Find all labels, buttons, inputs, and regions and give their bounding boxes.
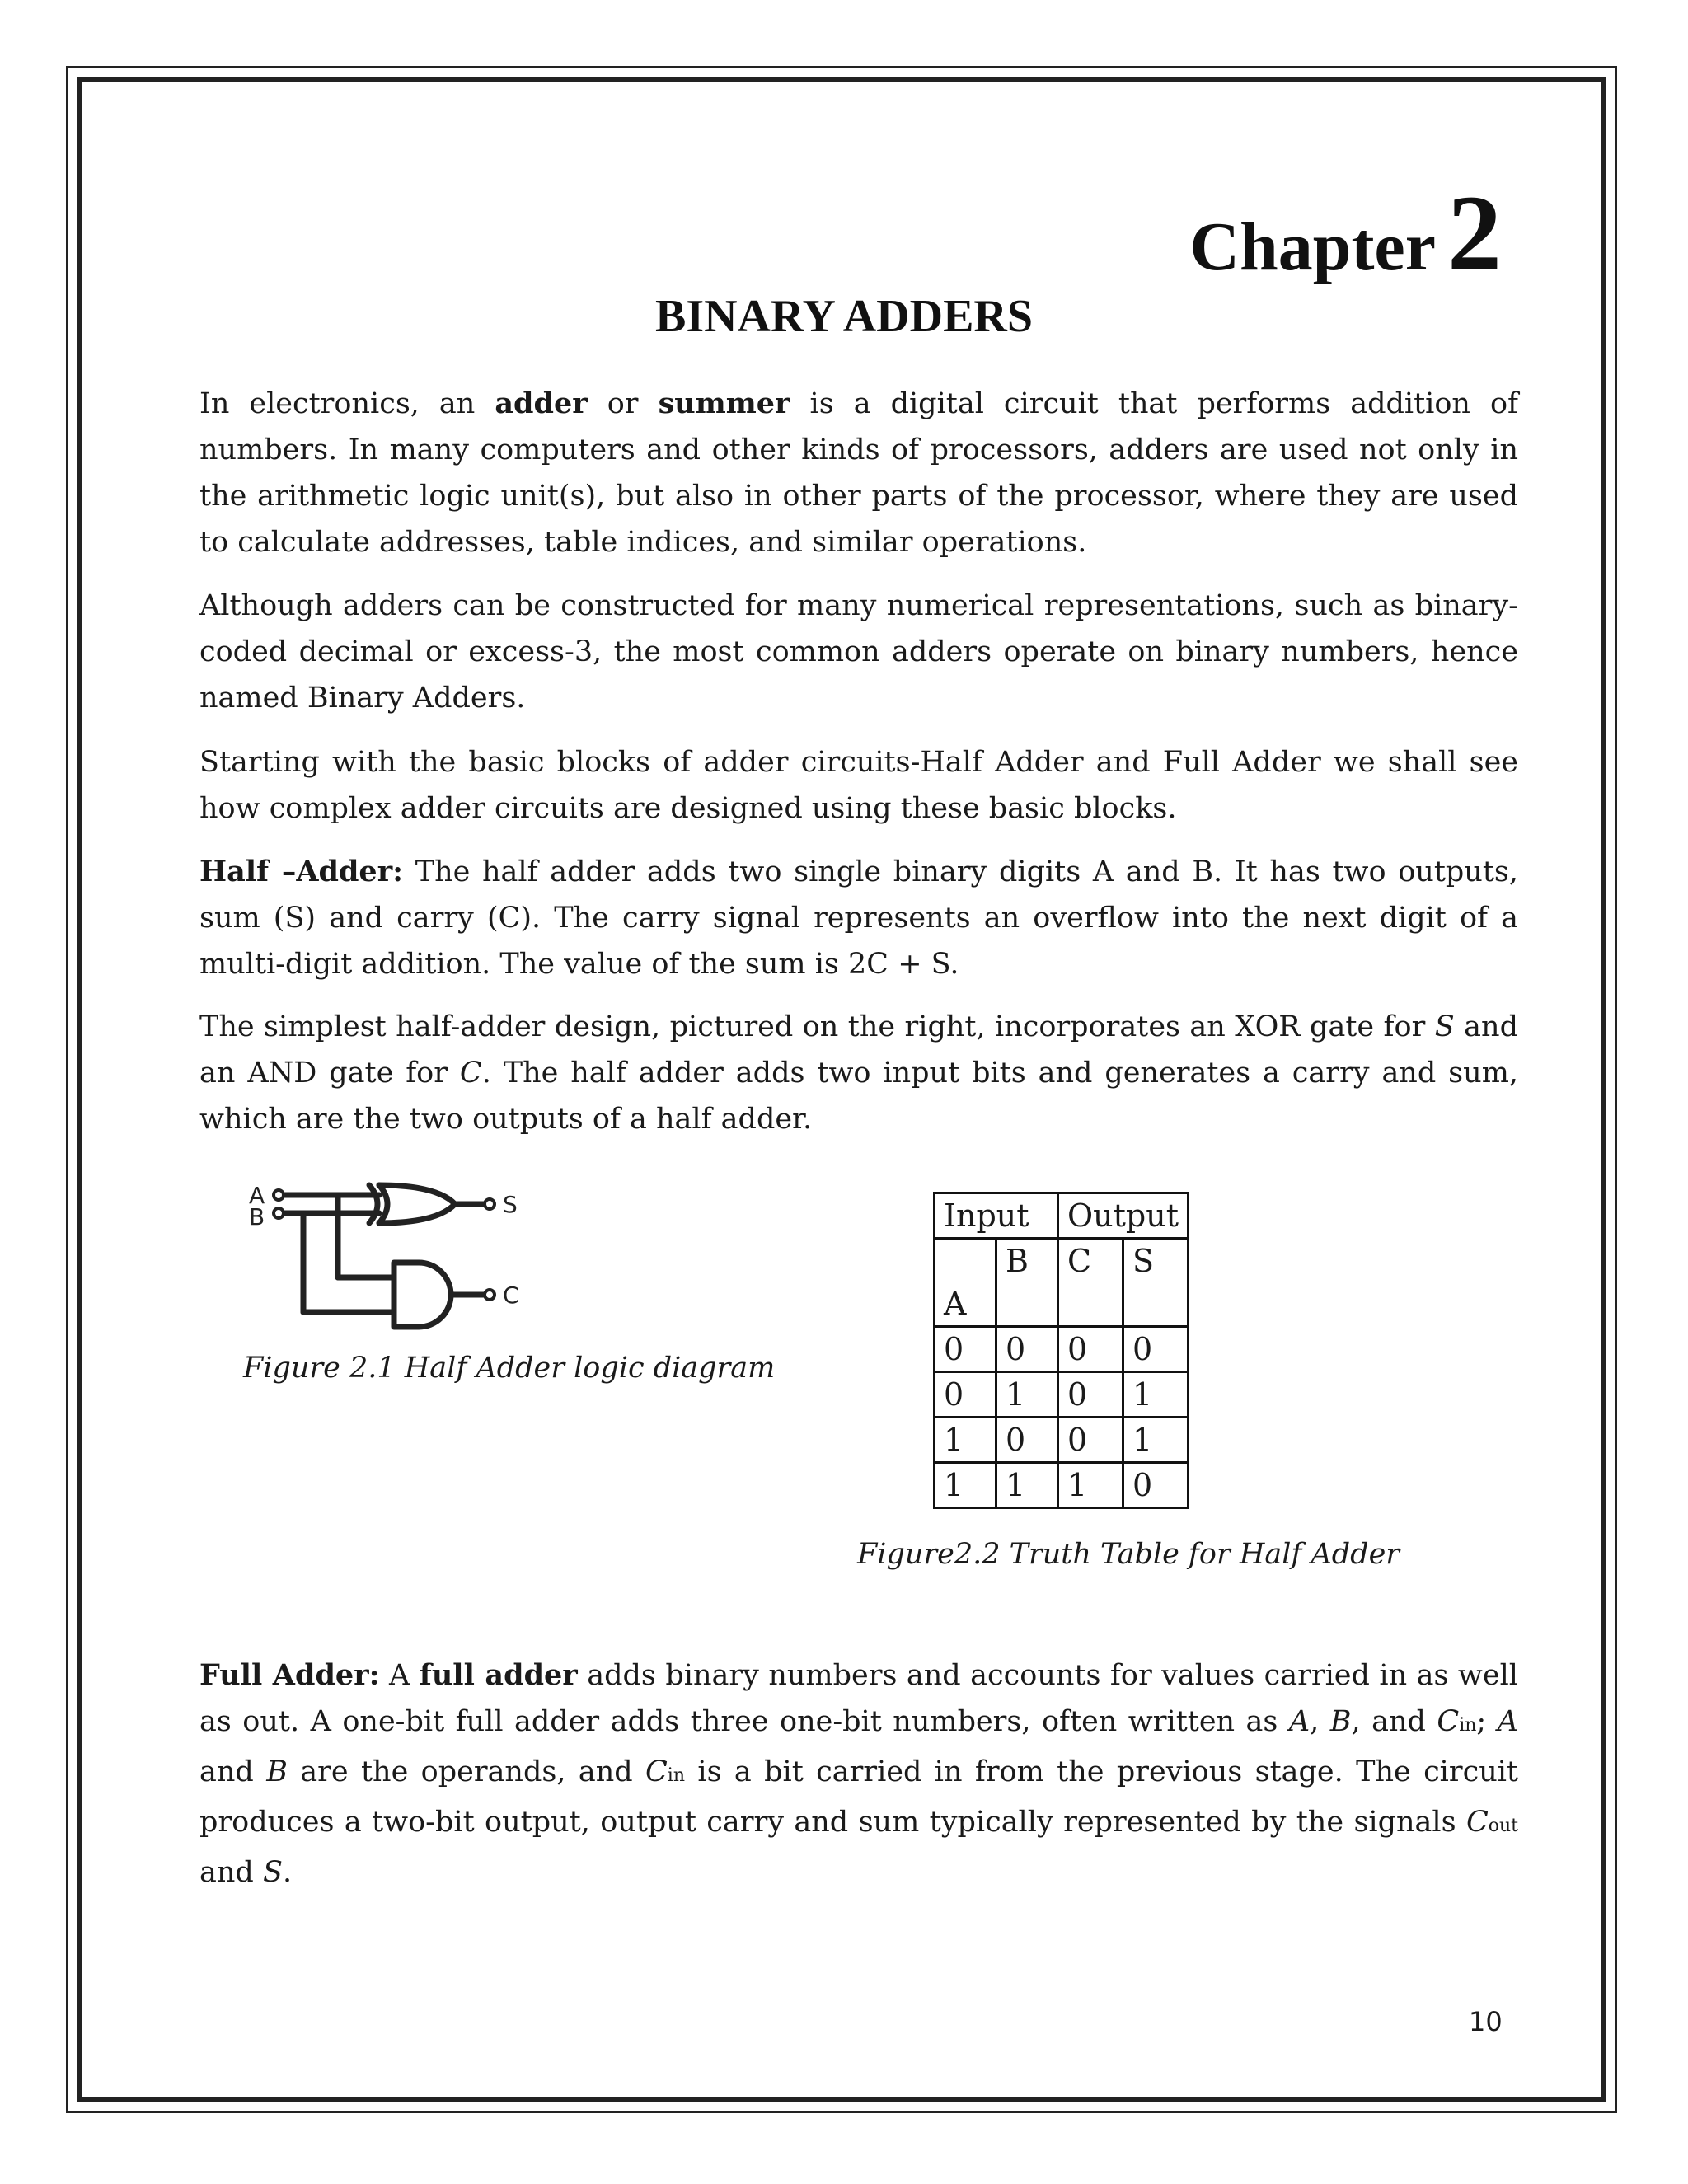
half-adder-label: Half –Adder:: [199, 855, 404, 888]
table-cell: 0: [996, 1327, 1058, 1372]
text-run: .: [282, 1856, 293, 1889]
diagram-label-c: C: [503, 1282, 519, 1309]
text-run: are the operands, and: [287, 1755, 646, 1788]
table-row: [935, 1327, 1189, 1372]
text-run: ,: [1310, 1705, 1330, 1738]
table-cell: 1: [996, 1463, 1058, 1508]
diagram-label-a: A: [249, 1182, 265, 1209]
symbol-b: B: [1329, 1705, 1352, 1738]
full-adder-label: Full Adder:: [199, 1658, 380, 1692]
chapter-number: 2: [1447, 172, 1502, 293]
symbol-cout: C: [1465, 1806, 1489, 1839]
figure-caption-truth-table: Figure2.2 Truth Table for Half Adder: [857, 1538, 1400, 1571]
table-cell: 1: [1123, 1372, 1188, 1418]
paragraph-half-adder: [199, 849, 1518, 987]
text-run: and: [199, 1856, 263, 1889]
symbol-b: B: [266, 1755, 288, 1788]
table-cell: 0: [1058, 1327, 1123, 1372]
paragraph-full-adder: [199, 1652, 1518, 1896]
symbol-a: A: [1497, 1705, 1518, 1738]
table-cell: 0: [935, 1372, 996, 1418]
text-run: is a digital circuit that performs addition of numbers. In many computers and other kinds of processors, adders are used not only in the arithmetic logic unit(s), but also in other parts of the processor, where they are used to calculate addresses, table indices, and similar operations.: [199, 387, 1519, 559]
text-run: A: [379, 1659, 420, 1692]
figure-caption-logic-diagram: Figure 2.1 Half Adder logic diagram: [243, 1352, 776, 1385]
symbol-cin: C: [1437, 1705, 1460, 1738]
table-cell: 0: [996, 1418, 1058, 1463]
truth-table: [933, 1192, 1189, 1509]
symbol-c: C: [459, 1057, 482, 1090]
chapter-heading: [1189, 170, 1502, 296]
text-run: is a bit carried in from the previous stage. The circuit produces a two-bit output, output carry and sum typically represented by the signals: [199, 1755, 1518, 1839]
table-cell: 1: [996, 1372, 1058, 1418]
symbol-a: A: [1288, 1705, 1311, 1738]
term-adder: adder: [495, 387, 588, 420]
table-header-output: Output: [1058, 1193, 1189, 1239]
page-title: BINARY ADDERS: [654, 291, 1034, 342]
text-run: . The half adder adds two input bits and generates a carry and sum, which are the two outputs of a half adder.: [199, 1057, 1519, 1136]
table-row: [935, 1372, 1189, 1418]
table-cell: 0: [1058, 1372, 1123, 1418]
paragraph-half-adder-design: [199, 1004, 1518, 1142]
table-row: [935, 1463, 1189, 1508]
table-header-a: A: [935, 1239, 996, 1327]
diagram-label-b: B: [249, 1203, 265, 1230]
chapter-word: Chapter: [1189, 209, 1436, 285]
term-full-adder: full adder: [419, 1658, 578, 1692]
table-header-row: [935, 1193, 1189, 1239]
subscript-out: out: [1488, 1816, 1518, 1836]
table-cell: 0: [935, 1327, 996, 1372]
symbol-s: S: [262, 1856, 283, 1889]
text-run: or: [587, 387, 659, 420]
table-cell: 1: [935, 1418, 996, 1463]
paragraph-basic-blocks: Starting with the basic blocks of adder circuits-Half Adder and Full Adder we shall see how complex adder circuits are designed using these basic blocks.: [199, 746, 1518, 825]
table-header-b: B: [996, 1239, 1058, 1327]
paragraph-representations: Although adders can be constructed for many numerical representations, such as binary-coded decimal or excess-3, the most common adders operate on binary numbers, hence named Binary Adders.: [199, 589, 1518, 715]
table-cell: 1: [1123, 1418, 1188, 1463]
half-adder-logic-diagram: [247, 1179, 544, 1343]
symbol-cin: C: [645, 1755, 668, 1788]
text-run: , and: [1351, 1705, 1437, 1738]
text-run: In electronics, an: [199, 387, 495, 420]
table-cell: 0: [1123, 1463, 1188, 1508]
subscript-in: in: [1459, 1715, 1477, 1736]
table-header-input: Input: [935, 1193, 1058, 1239]
subscript-in: in: [667, 1765, 686, 1786]
page-number: 10: [1469, 2006, 1503, 2037]
table-header-s: S: [1123, 1239, 1188, 1327]
table-cell: 0: [1123, 1327, 1188, 1372]
table-row: [935, 1418, 1189, 1463]
diagram-label-s: S: [503, 1191, 518, 1218]
text-run: ;: [1476, 1705, 1498, 1738]
table-subheader-row: [935, 1239, 1189, 1327]
text-run: The half adder adds two single binary digits A and B. It has two outputs, sum (S) and carry (C). The carry signal represents an overflow into the next digit of a multi-digit addition. The value of the sum is 2C + S.: [199, 855, 1518, 981]
table-cell: 1: [935, 1463, 996, 1508]
table-cell: 0: [1058, 1418, 1123, 1463]
term-summer: summer: [658, 387, 790, 420]
text-run: and an AND gate for: [199, 1010, 1518, 1090]
symbol-s: S: [1434, 1010, 1455, 1043]
table-cell: 1: [1058, 1463, 1123, 1508]
text-run: The simplest half-adder design, pictured on the right, incorporates an XOR gate for: [199, 1010, 1435, 1043]
table-header-c: C: [1058, 1239, 1123, 1327]
text-run: and: [199, 1755, 267, 1788]
text-run: adds binary numbers and accounts for values carried in as well as out. A one-bit full adder adds three one-bit numbers, often written as: [199, 1659, 1518, 1738]
paragraph-intro: [199, 381, 1518, 565]
